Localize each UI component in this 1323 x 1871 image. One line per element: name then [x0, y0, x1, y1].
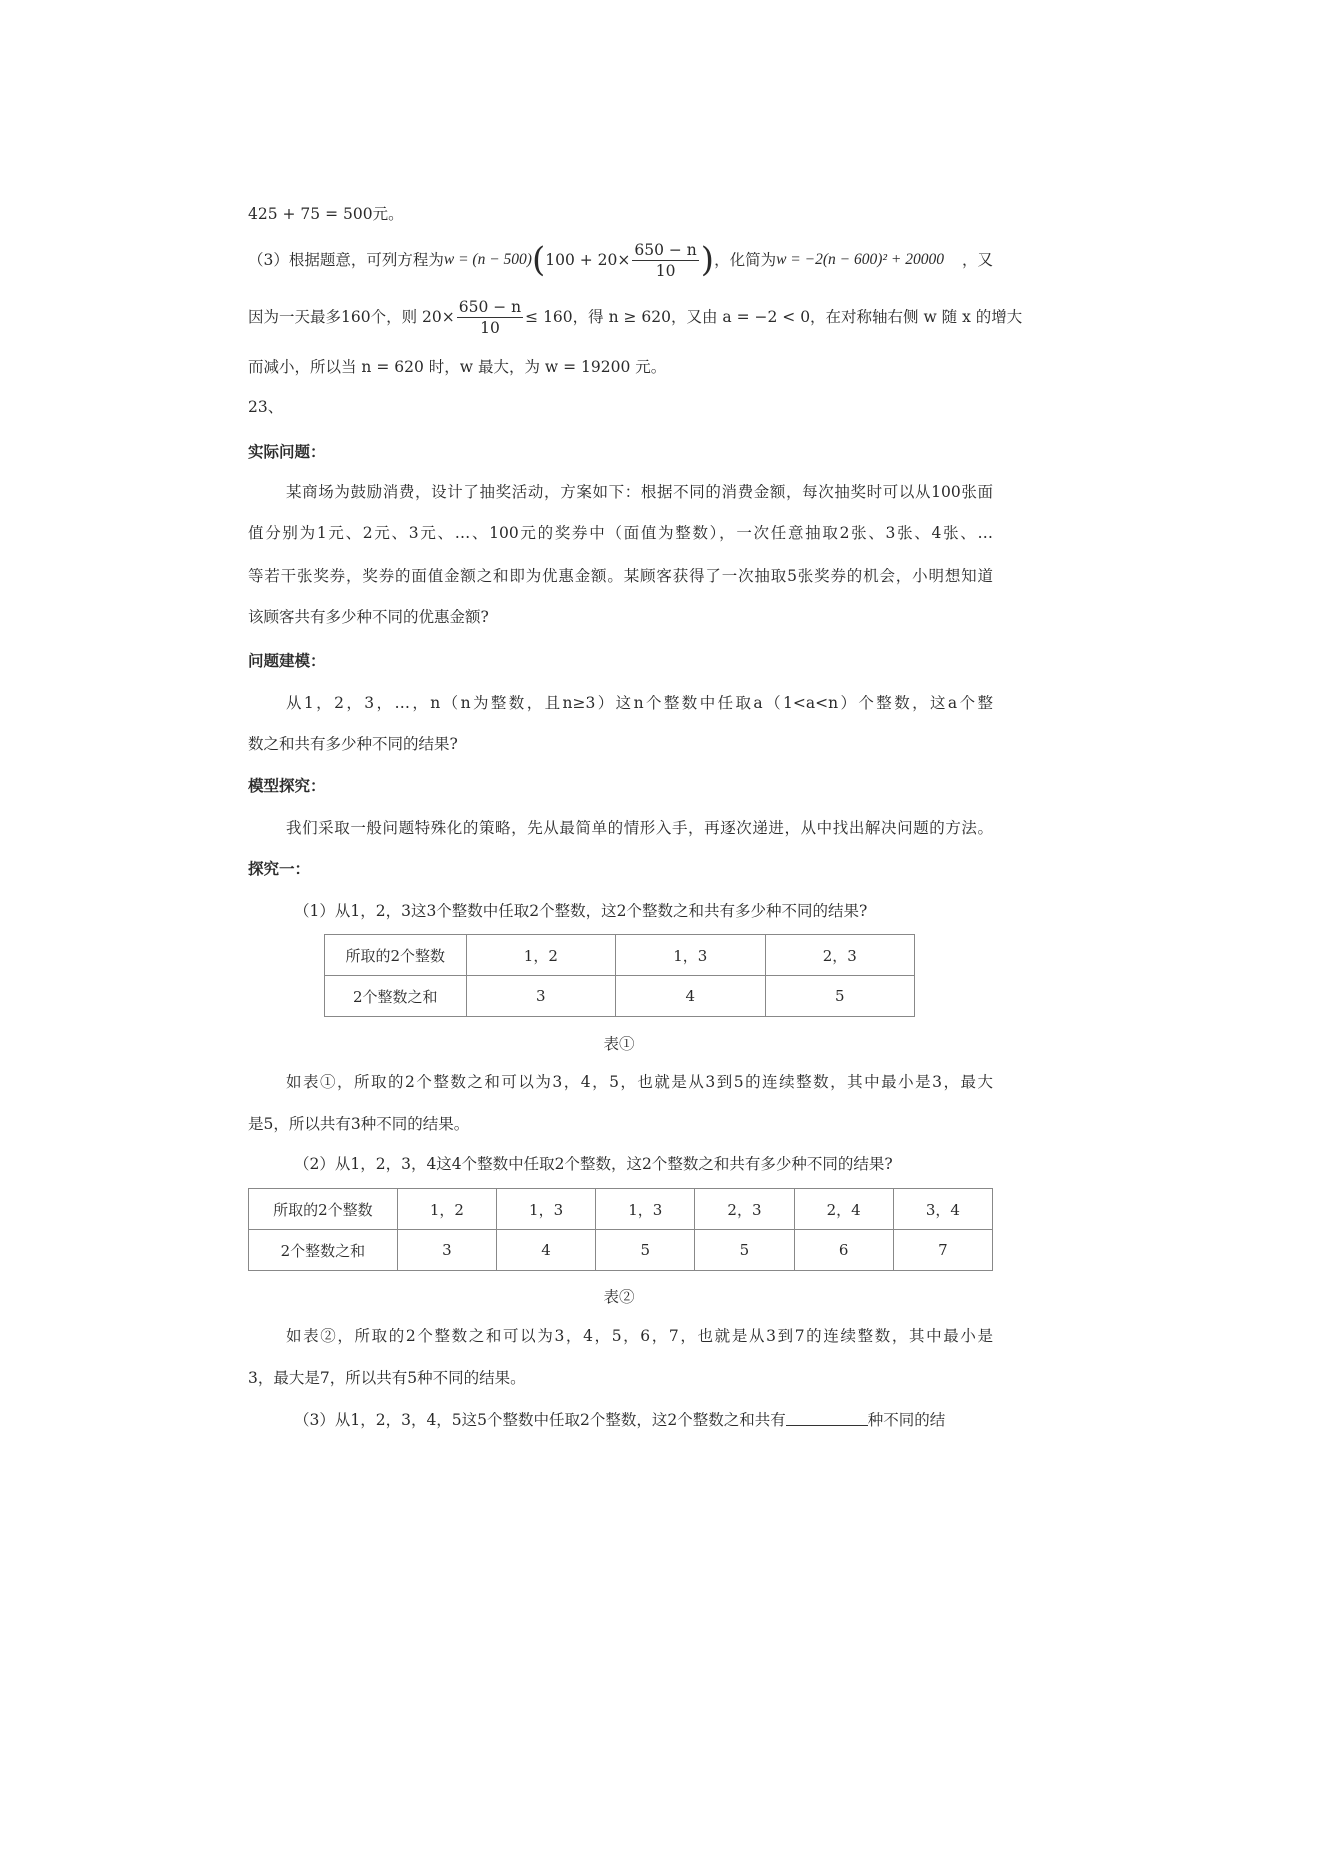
paren: ): [700, 240, 715, 280]
table-cell: 3，4: [893, 1189, 992, 1230]
text-line: 该顾客共有多少种不同的优惠金额?: [248, 608, 489, 626]
text-line: 425 + 75 = 500元。: [248, 205, 404, 223]
text: （3）根据题意，可列方程为: [248, 251, 444, 269]
math: w = (n − 500): [443, 251, 532, 268]
text: ，又: [961, 251, 993, 269]
table-cell: 2，4: [794, 1189, 893, 1230]
table-row: [325, 935, 915, 976]
table-cell: 6: [794, 1230, 893, 1271]
numerator: 650 − n: [634, 240, 697, 259]
table-cell: 2，3: [765, 935, 914, 976]
paren: (: [531, 240, 546, 280]
table-cell: 4: [496, 1230, 595, 1271]
text-line: 某商场为鼓励消费，设计了抽奖活动，方案如下：根据不同的消费金额，每次抽奖时可以从100张面: [286, 483, 993, 501]
fraction: [457, 297, 523, 338]
table-cell: 1，3: [596, 1189, 695, 1230]
table-cell: 3: [466, 976, 615, 1017]
denominator: 10: [655, 261, 676, 280]
math: 100 + 20×: [545, 251, 631, 269]
table-cell: 1，3: [496, 1189, 595, 1230]
question: （2）从1，2，3，4这4个整数中任取2个整数，这2个整数之和共有多少种不同的结果?: [294, 1155, 893, 1173]
text-line: 我们采取一般问题特殊化的策略，先从最简单的情形入手，再逐次递进，从中找出解决问题的方法。: [286, 819, 993, 837]
table-cell: 1，2: [466, 935, 615, 976]
text-line: 是5，所以共有3种不同的结果。: [248, 1115, 470, 1133]
text-line: 等若干张奖券，奖券的面值金额之和即为优惠金额。某顾客获得了一次抽取5张奖券的机会，小明想知道: [248, 567, 993, 585]
table-2: [248, 1188, 993, 1271]
table-cell: 所取的2个整数: [325, 935, 467, 976]
question: [248, 1409, 993, 1431]
table-1: [324, 934, 915, 1017]
text-line: 数之和共有多少种不同的结果?: [248, 735, 458, 753]
text-line: 而减小，所以当 n = 620 时，w 最大，为 w = 19200 元。: [248, 358, 667, 376]
section-heading: 问题建模：: [248, 651, 326, 670]
text: （3）从1，2，3，4，5这5个整数中任取2个整数，这2个整数之和共有: [294, 1411, 786, 1429]
answer-blank[interactable]: [786, 1409, 868, 1426]
text: ≤ 160，得 n ≥ 620，又由 a = −2 < 0，在对称轴右侧 w 随 x 的增大: [525, 308, 1023, 326]
table-cell: 5: [596, 1230, 695, 1271]
table-cell: 2个整数之和: [325, 976, 467, 1017]
table-caption: 表①: [603, 1035, 635, 1053]
table-cell: 1，3: [616, 935, 765, 976]
numerator: 650 − n: [458, 297, 522, 316]
table-cell: 所取的2个整数: [249, 1189, 398, 1230]
math: w = −2(n − 600)² + 20000: [776, 251, 944, 268]
section-heading: 模型探究：: [248, 776, 326, 795]
table-caption: 表②: [603, 1288, 635, 1306]
denominator: 10: [480, 318, 500, 337]
table-row: [325, 976, 915, 1017]
equation-line: [248, 297, 1023, 337]
fraction: [632, 240, 698, 281]
text-line: 从1，2，3，…，n（n为整数，且n≥3）这n个整数中任取a（1<a<n）个整数，这a个整: [286, 694, 993, 712]
text-line: 3，最大是7，所以共有5种不同的结果。: [248, 1369, 526, 1387]
table-cell: 2个整数之和: [249, 1230, 398, 1271]
table-row: [249, 1189, 993, 1230]
table-cell: 1，2: [397, 1189, 496, 1230]
table-cell: 7: [893, 1230, 992, 1271]
table-cell: 5: [695, 1230, 794, 1271]
table-row: [249, 1230, 993, 1271]
table-cell: 5: [765, 976, 914, 1017]
text: ，化简为: [714, 251, 777, 269]
equation-line: [248, 240, 993, 280]
text-line: 值分别为1元、2元、3元、…、100元的奖券中（面值为整数），一次任意抽取2张、3张、4张、…: [248, 524, 993, 542]
question-number: 23、: [248, 398, 284, 416]
text-line: 如表②，所取的2个整数之和可以为3，4，5，6，7，也就是从3到7的连续整数，其中最小是: [286, 1327, 993, 1345]
section-heading: 实际问题：: [248, 442, 326, 461]
table-cell: 3: [397, 1230, 496, 1271]
text-line: 如表①，所取的2个整数之和可以为3，4，5，也就是从3到5的连续整数，其中最小是3，最大: [286, 1073, 993, 1091]
table-cell: 2，3: [695, 1189, 794, 1230]
question: （1）从1，2，3这3个整数中任取2个整数，这2个整数之和共有多少种不同的结果?: [294, 902, 868, 920]
text: 种不同的结: [867, 1411, 946, 1429]
table-cell: 4: [616, 976, 765, 1017]
text: 因为一天最多160个，则 20×: [248, 308, 455, 326]
section-heading: 探究一：: [248, 859, 311, 878]
